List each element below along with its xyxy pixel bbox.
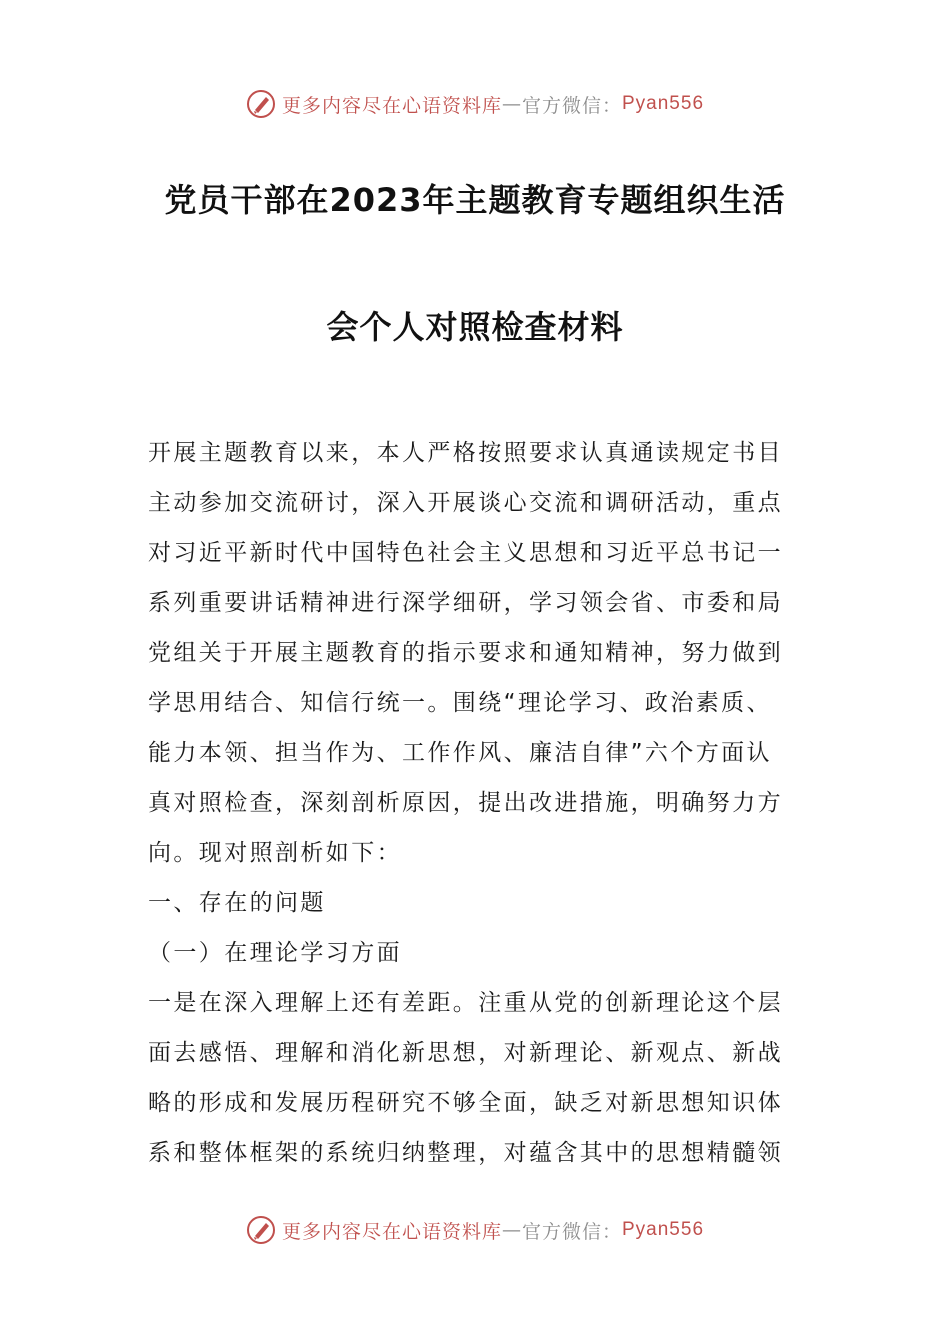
body-line: 向。现对照剖析如下： [148, 840, 402, 866]
pen-logo-icon [246, 1215, 276, 1245]
watermark-brand: 更多内容尽在心语资料库 [281, 94, 502, 117]
body-line: 学思用结合、知信行统一。围绕“理论学习、政治素质、 [148, 690, 772, 716]
watermark-official: 官方微信： [521, 94, 622, 117]
body-line: 真对照检查，深刻剖析原因，提出改进措施，明确努力方 [148, 790, 783, 816]
body-line: 系和整体框架的系统归纳整理，对蕴含其中的思想精髓领 [148, 1140, 783, 1166]
watermark-dash: — [501, 1219, 522, 1241]
body-line: 一是在深入理解上还有差距。注重从党的创新理论这个层 [148, 990, 783, 1016]
watermark-official: 官方微信： [521, 1220, 622, 1243]
watermark-brand: 更多内容尽在心语资料库 [281, 1220, 502, 1243]
body-line: 对习近平新时代中国特色社会主义思想和习近平总书记一 [148, 540, 783, 566]
body-line: 系列重要讲话精神进行深学细研，学习领会省、市委和局 [148, 590, 783, 616]
section-heading: 一、存在的问题 [148, 890, 326, 916]
document-title-line-2: 会个人对照检查材料 [326, 308, 624, 346]
watermark-dash: — [501, 93, 522, 115]
document-body [148, 428, 808, 1178]
document-title-line-1: 党员干部在2023年主题教育专题组织生活 [164, 181, 786, 219]
body-line: 开展主题教育以来，本人严格按照要求认真通读规定书目 [148, 440, 783, 466]
body-line: 党组关于开展主题教育的指示要求和通知精神，努力做到 [148, 640, 783, 666]
body-line: 主动参加交流研讨，深入开展谈心交流和调研活动，重点 [148, 490, 783, 516]
pen-logo-icon [246, 89, 276, 119]
subsection-heading: （一）在理论学习方面 [148, 940, 402, 966]
watermark-account: Pyan556 [622, 1219, 705, 1240]
body-line: 略的形成和发展历程研究不够全面，缺乏对新思想知识体 [148, 1090, 783, 1116]
body-line: 能力本领、担当作为、工作作风、廉洁自律”六个方面认 [148, 740, 772, 766]
watermark-account: Pyan556 [622, 93, 705, 114]
watermark-footer [0, 1213, 950, 1247]
body-line: 面去感悟、理解和消化新思想，对新理论、新观点、新战 [148, 1040, 783, 1066]
watermark-header [0, 87, 950, 121]
